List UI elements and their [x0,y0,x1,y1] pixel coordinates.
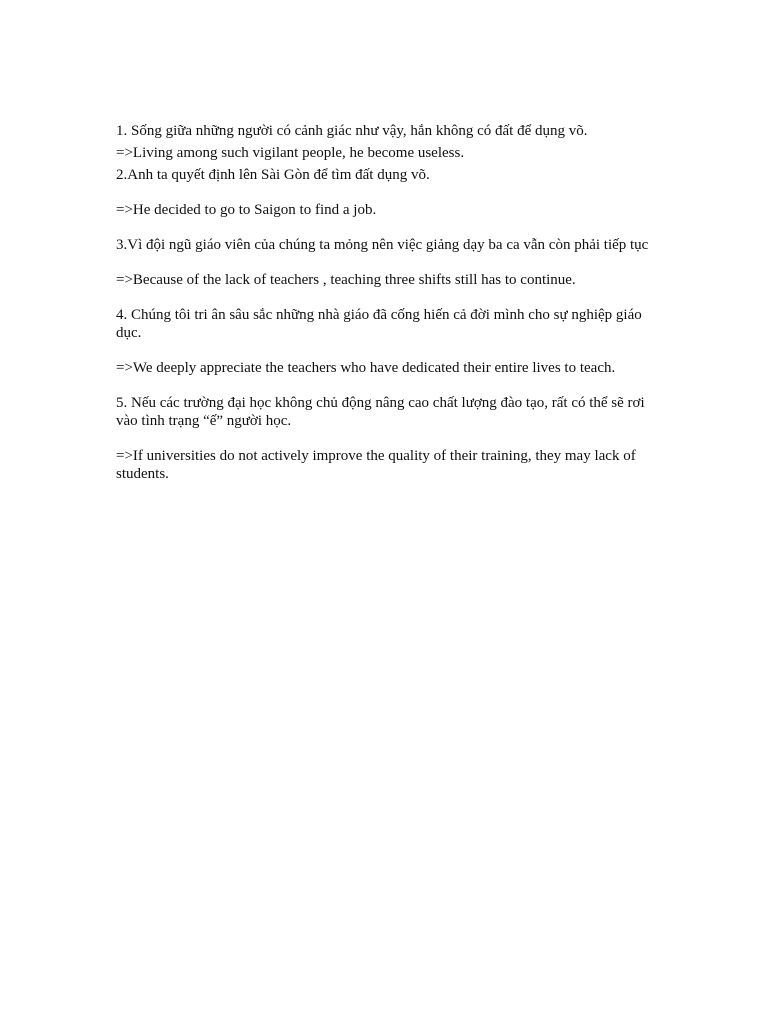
sentence-3-vietnamese: 3.Vì đội ngũ giáo viên của chúng ta mỏng nên việc giảng dạy ba ca vẫn còn phải tiếp tục [116,237,649,253]
sentence-3-english: =>Because of the lack of teachers , teaching three shifts still has to continue. [116,272,576,288]
sentence-5-english: =>If universities do not actively improve the quality of their training, they may lack of students. [116,448,636,482]
document-body [116,122,650,483]
sentence-1-vietnamese: 1. Sống giữa những người có cảnh giác như vậy, hắn không có đất để dụng võ. [116,123,588,139]
sentence-5-vietnamese: 5. Nếu các trường đại học không chủ động nâng cao chất lượng đào tạo, rất có thể sẽ rơi vào tình trạng “ế” người học. [116,395,645,429]
sentence-4-vietnamese: 4. Chúng tôi tri ân sâu sắc những nhà giáo đã cống hiến cả đời mình cho sự nghiệp giáo dục. [116,307,642,341]
sentence-4-english: =>We deeply appreciate the teachers who have dedicated their entire lives to teach. [116,360,616,376]
sentence-1-english: =>Living among such vigilant people, he become useless. [116,145,465,161]
sentence-2-vietnamese: 2.Anh ta quyết định lên Sài Gòn để tìm đất dụng võ. [116,167,430,183]
sentence-2-english: =>He decided to go to Saigon to find a job. [116,202,377,218]
